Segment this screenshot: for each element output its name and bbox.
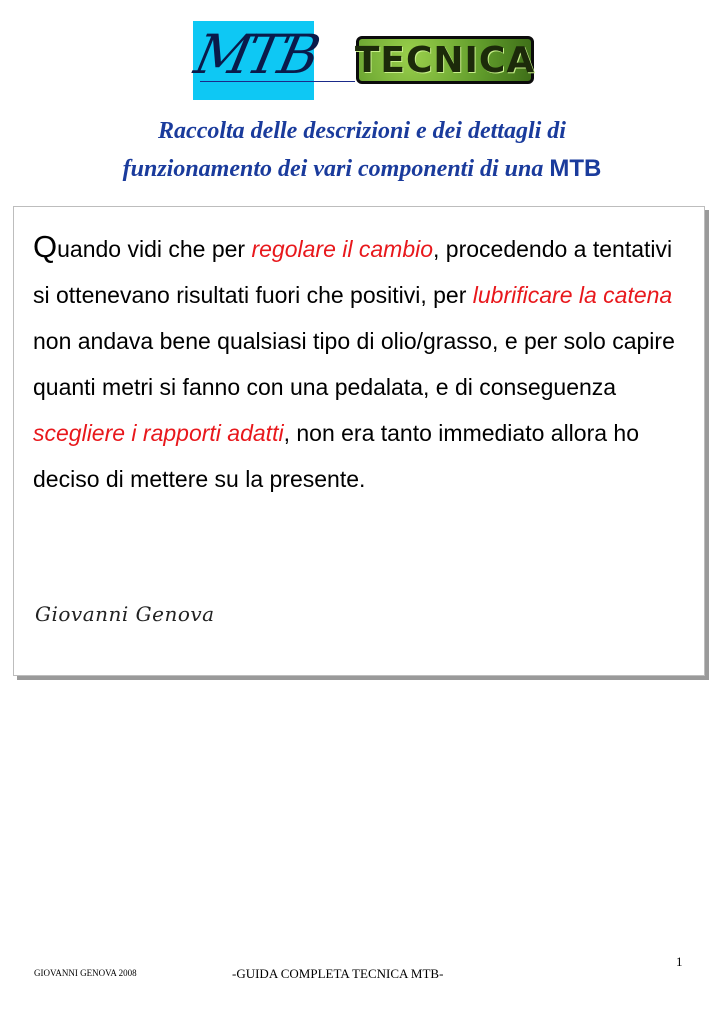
dropcap: Q bbox=[33, 229, 58, 264]
title-line-2 bbox=[0, 150, 724, 188]
logo-underline bbox=[200, 81, 355, 82]
text-segment-1: uando vidi che per bbox=[57, 236, 252, 262]
tecnica-logo-text: TECNICA bbox=[354, 39, 536, 81]
text-segment-4: , non era tanto immediato allora ho deciso di mettere su la presente. bbox=[33, 420, 640, 492]
page-number: 1 bbox=[676, 954, 683, 969]
footer-author: GIOVANNI GENOVA 2008 bbox=[34, 968, 137, 978]
footer-guide-title: -GUIDA COMPLETA TECNICA MTB- bbox=[232, 966, 444, 981]
tecnica-logo bbox=[356, 36, 534, 84]
highlight-regolare-cambio: regolare il cambio bbox=[251, 236, 434, 262]
title-line-1: Raccolta delle descrizioni e dei dettagli di bbox=[158, 118, 566, 144]
title-line-2-text: funzionamento dei vari componenti di una bbox=[122, 156, 544, 182]
highlight-scegliere-rapporti: scegliere i rapporti adatti bbox=[33, 420, 284, 446]
intro-paragraph bbox=[33, 224, 693, 502]
title-mtb: MTB bbox=[549, 155, 602, 182]
text-segment-3: non andava bene qualsiasi tipo di olio/grasso, e per solo capire quanti metri si fanno con una pedalata, e di conseguenza bbox=[33, 328, 675, 400]
mtb-logo-text: MTB bbox=[189, 23, 322, 86]
author-signature: Giovanni Genova bbox=[35, 602, 215, 626]
highlight-lubrificare-catena: lubrificare la catena bbox=[472, 282, 673, 308]
text-segment-2: , procedendo a tentativi si ottenevano risultati fuori che positivi, per bbox=[33, 236, 673, 308]
document-title bbox=[0, 112, 724, 188]
